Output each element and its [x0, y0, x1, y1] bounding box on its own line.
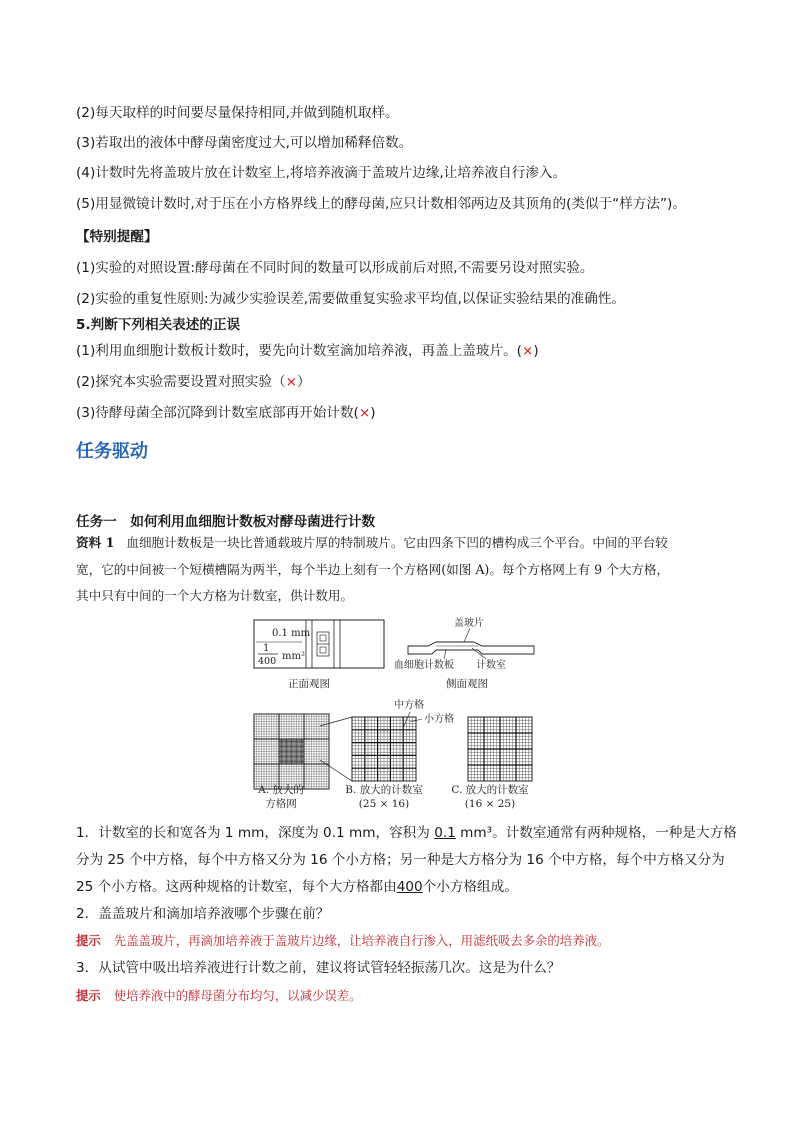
q2-question: 2．盖盖玻片和滴加培养液哪个步骤在前？ — [76, 906, 330, 922]
material-1-line-2: 宽，它的中间被一个短横槽隔为两半，每个半边上刻有一个方格网(如图 A)。每个方格网上有 9 个大方格， — [76, 562, 670, 577]
section-title: 任务驱动 — [76, 441, 148, 462]
note-4: (4)计数时先将盖玻片放在计数室上,将培养液滴于盖玻片边缘,让培养液自行渗入。 — [76, 165, 567, 181]
special-reminder-2: (2)实验的重复性原则:为减少实验误差,需要做重复实验求平均值,以保证实验结果的准确性。 — [76, 291, 626, 307]
caption-a: A. 放大的 方格网 — [258, 784, 304, 810]
wrong-mark: × — [285, 374, 297, 390]
counting-chamber-b — [352, 717, 416, 781]
note-5: (5)用显微镜计数时,对于压在小方格界线上的酵母菌,应只计数相邻两边及其顶角的(类似于“样方法”)。 — [76, 196, 686, 212]
special-reminder-1: (1)实验的对照设置:酵母菌在不同时间的数量可以形成前后对照,不需要另设对照实验。 — [76, 260, 594, 276]
special-reminder-title: 【特别提醒】 — [76, 229, 158, 245]
answer-blank: 400 — [396, 879, 423, 895]
grid-net-a — [254, 714, 329, 789]
middle-square-label: 中方格 — [394, 700, 424, 711]
judge-item-2: (2)探究本实验需要设置对照实验（×） — [76, 374, 311, 390]
material-1-line-1: 资料 1 血细胞计数板是一块比普通载玻片厚的特制玻片。它由四条下凹的槽构成三个平台。中间的平台较 — [76, 535, 668, 550]
caption-b: B. 放大的计数室 (25 × 16) — [345, 784, 423, 810]
wrong-mark: × — [358, 405, 371, 421]
task1-title: 任务一 如何利用血细胞计数板对酵母菌进行计数 — [76, 514, 376, 530]
q1-line-2: 分为 25 个中方格，每个中方格又分为 16 个小方格；另一种是大方格分为 16 个中方格，每个中方格又分为 — [76, 852, 725, 868]
front-fraction-numerator: 1 — [263, 643, 270, 654]
front-dimension-label: 0.1 mm — [272, 628, 311, 639]
side-view-diagram — [394, 616, 534, 671]
note-3: (3)若取出的液体中酵母菌密度过大,可以增加稀释倍数。 — [76, 135, 413, 151]
note-2: (2)每天取样的时间要尽量保持相同,并做到随机取样。 — [76, 105, 399, 121]
answer-blank: 0.1 — [434, 825, 456, 841]
judge-item-3: (3)待酵母菌全部沉降到计数室底部再开始计数(×) — [76, 405, 376, 421]
judge-item-1: (1)利用血细胞计数板计数时，要先向计数室滴加培养液，再盖上盖玻片。(×) — [76, 343, 539, 359]
judge-title: 5.判断下列相关表述的正误 — [76, 317, 241, 333]
counting-chamber-c — [468, 717, 532, 781]
wrong-mark: × — [521, 343, 534, 359]
front-view-diagram — [254, 620, 384, 668]
material-1-line-3: 其中只有中间的一个大方格为计数室，供计数用。 — [76, 588, 354, 603]
q1-line-3: 25 个小方格。这两种规格的计数室，每个大方格都由400个小方格组成。 — [76, 879, 518, 895]
side-view-caption: 侧面观图 — [446, 678, 488, 690]
cover-glass-label: 盖玻片 — [454, 618, 484, 629]
front-view-caption: 正面观图 — [288, 678, 330, 690]
caption-c: C. 放大的计数室 (16 × 25) — [451, 784, 529, 810]
q3-question: 3．从试管中吸出培养液进行计数之前，建议将试管轻轻振荡几次。这是为什么？ — [76, 960, 561, 976]
counting-board-label: 血细胞计数板 — [394, 660, 454, 671]
small-square-label: 小方格 — [424, 714, 454, 725]
q1-line-1: 1．计数室的长和宽各为 1 mm，深度为 0.1 mm，容积为 0.1 mm³。计数室通常有两种规格，一种是大方格 — [76, 825, 737, 841]
q3-hint: 提示 使培养液中的酵母菌分布均匀，以减少误差。 — [76, 988, 362, 1003]
q2-hint: 提示 先盖盖玻片，再滴加培养液于盖玻片边缘，让培养液自行渗入，用滤纸吸去多余的培养液。 — [76, 933, 610, 948]
front-fraction-denominator: 400 — [258, 656, 277, 667]
front-unit-label: mm² — [282, 651, 305, 662]
counting-chamber-label: 计数室 — [476, 660, 506, 671]
